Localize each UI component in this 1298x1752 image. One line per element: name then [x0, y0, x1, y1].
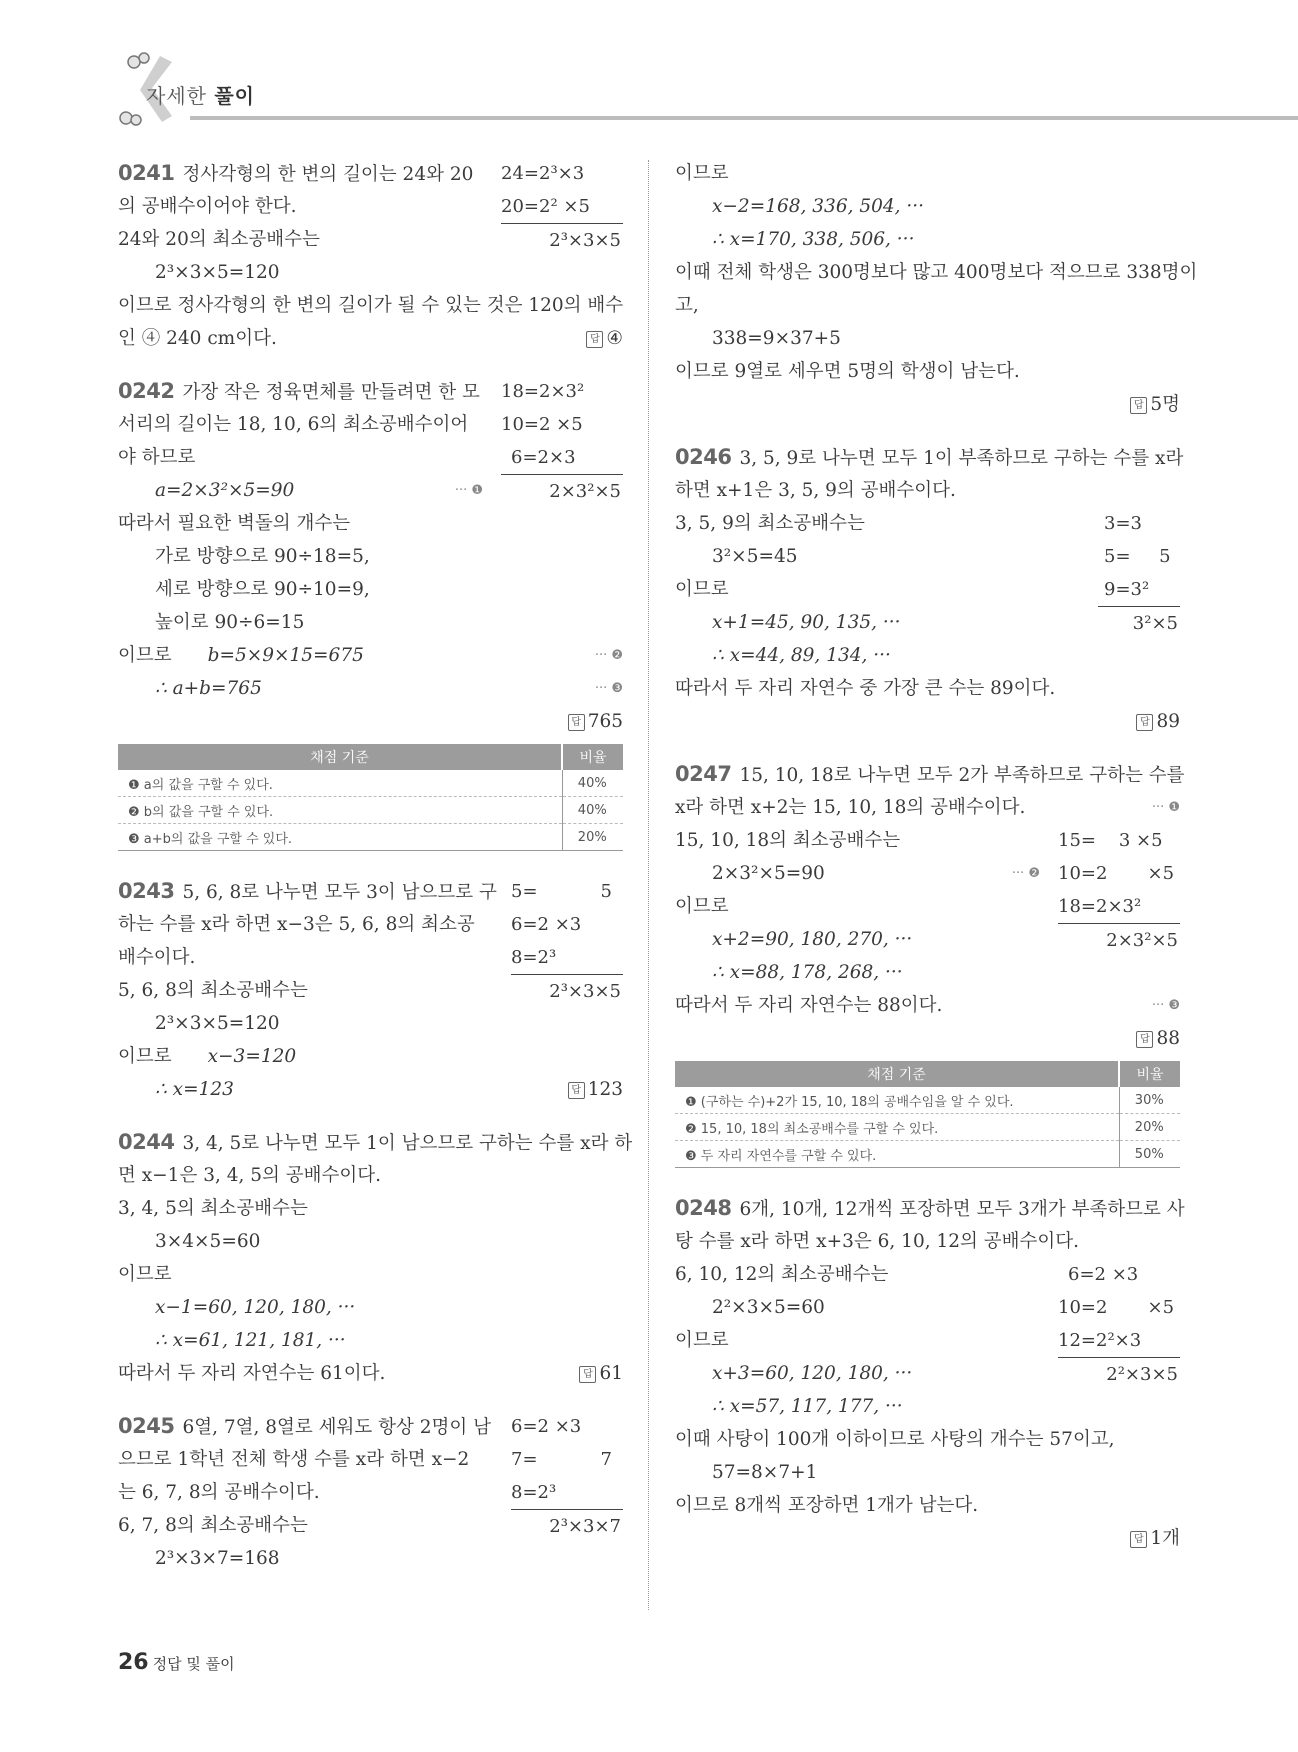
criteria-cell: ❶ a의 값을 구할 수 있다.: [118, 770, 562, 797]
factor-line: 15= 3 ×5: [1058, 830, 1163, 851]
text-line: 이므로 정사각형의 한 변의 길이가 될 수 있는 것은 120의 배수: [118, 295, 624, 316]
header-rule: [190, 116, 1298, 120]
scoring-criteria-table: [675, 1061, 1180, 1168]
ratio-cell: 20%: [562, 824, 623, 851]
problem-number: 0247: [675, 762, 732, 786]
problem-0244: [118, 1126, 633, 1390]
header-title-bold: 풀이: [214, 84, 255, 108]
scoring-criteria-table: [118, 744, 623, 851]
criteria-cell: ❸ a+b의 값을 구할 수 있다.: [118, 824, 562, 851]
answer: [1136, 711, 1180, 732]
text-line: 따라서 두 자리 자연수는 88이다.: [675, 995, 943, 1016]
text-line: 따라서 두 자리 자연수 중 가장 큰 수는 89이다.: [675, 678, 1056, 699]
factor-result: 2³×3×5: [549, 981, 621, 1002]
table-row: [118, 797, 623, 824]
text-line: 6개, 10개, 12개씩 포장하면 모두 3개가 부족하므로 사: [739, 1199, 1185, 1220]
formula-line: ∴ x=170, 338, 506, ···: [712, 229, 915, 250]
criteria-cell: ❸ 두 자리 자연수를 구할 수 있다.: [675, 1141, 1119, 1168]
formula-line: 높이로 90÷6=15: [155, 612, 305, 633]
text-line: 이므로 8개씩 포장하면 1개가 남는다.: [675, 1495, 979, 1516]
text-line: 야 하므로: [118, 447, 196, 468]
step-marker: ··· ❷: [1011, 866, 1040, 881]
criteria-header: 채점 기준: [675, 1061, 1119, 1087]
formula-line: 2³×3×5=120: [155, 262, 280, 283]
answer-label-icon: 답: [1136, 1031, 1153, 1048]
table-row: [675, 1087, 1180, 1114]
factor-line: 12=2²×3: [1058, 1324, 1180, 1358]
text-line: 이므로: [118, 1264, 172, 1285]
answer: [568, 711, 623, 732]
text-line: 고,: [675, 295, 699, 316]
formula-line: ∴ x=88, 178, 268, ···: [712, 962, 903, 983]
criteria-header: 채점 기준: [118, 744, 562, 770]
text-line: 가장 작은 정육면체를 만들려면 한 모: [182, 382, 480, 403]
text-line: 배수이다.: [118, 947, 196, 968]
problem-number: 0241: [118, 161, 175, 185]
text-line: 이므로: [118, 1046, 172, 1067]
text-line: 5, 6, 8의 최소공배수는: [118, 980, 308, 1001]
text-line: 따라서 필요한 벽돌의 개수는: [118, 513, 351, 534]
factor-line: 8=2³: [511, 1476, 623, 1510]
text-line: 5, 6, 8로 나누면 모두 3이 남으므로 구: [182, 882, 497, 903]
factor-line: 5= 5: [1104, 546, 1171, 567]
formula-line: ∴ x=123: [155, 1079, 234, 1100]
formula-line: x−2=168, 336, 504, ···: [712, 196, 925, 217]
factor-line: 6=2×3: [501, 441, 623, 475]
text-line: 따라서 두 자리 자연수는 61이다.: [118, 1363, 386, 1384]
ratio-cell: 20%: [1119, 1114, 1180, 1141]
answer: [1130, 394, 1180, 415]
ratio-cell: 50%: [1119, 1141, 1180, 1168]
text-line: 이므로 9열로 세우면 5명의 학생이 남는다.: [675, 361, 1020, 382]
factor-line: 9=3²: [1098, 573, 1180, 607]
text-line: 3, 5, 9의 최소공배수는: [675, 513, 865, 534]
answer-label-icon: 답: [1130, 397, 1147, 414]
answer-label-icon: 답: [568, 1082, 585, 1099]
problem-0245: [118, 1410, 623, 1575]
problem-number: 0248: [675, 1196, 732, 1220]
factor-line: 10=2 ×5: [501, 414, 583, 435]
text-line: 인 ④ 240 cm이다.: [118, 328, 277, 349]
table-row: [675, 1141, 1180, 1168]
answer-label-icon: 답: [568, 714, 585, 731]
ratio-cell: 40%: [562, 797, 623, 824]
criteria-cell: ❷ b의 값을 구할 수 있다.: [118, 797, 562, 824]
answer: [1130, 1528, 1180, 1549]
answer-label-icon: 답: [579, 1366, 596, 1383]
left-column: [118, 157, 633, 1575]
formula-line: 가로 방향으로 90÷18=5,: [155, 546, 370, 567]
ratio-cell: 40%: [562, 770, 623, 797]
text-line: 하는 수를 x라 하면 x−3은 5, 6, 8의 최소공: [118, 914, 475, 935]
factor-line: 7= 7: [511, 1449, 612, 1470]
factor-line: 6=2 ×3: [1068, 1264, 1139, 1285]
formula-line: x−1=60, 120, 180, ···: [155, 1297, 356, 1318]
text-line: 으므로 1학년 전체 학생 수를 x라 하면 x−2: [118, 1449, 470, 1470]
table-row: [675, 1114, 1180, 1141]
formula-line: x+1=45, 90, 135, ···: [712, 612, 901, 633]
factor-result: 2×3²×5: [549, 481, 621, 502]
factor-line: 18=2×3²: [501, 381, 585, 402]
text-line: 하면 x+1은 3, 5, 9의 공배수이다.: [675, 480, 956, 501]
page-footer: [118, 1650, 235, 1675]
factor-line: 24=2³×3: [501, 163, 585, 184]
page-number: 26: [118, 1650, 149, 1675]
text-line: x라 하면 x+2는 15, 10, 18의 공배수이다.: [675, 797, 1026, 818]
answer-label-icon: 답: [1136, 714, 1153, 731]
formula-line: x+3=60, 120, 180, ···: [712, 1363, 913, 1384]
ratio-header: 비율: [562, 744, 623, 770]
problem-0243: [118, 875, 623, 1106]
text-line: 탕 수를 x라 하면 x+3은 6, 10, 12의 공배수이다.: [675, 1231, 1080, 1252]
step-marker: ··· ❷: [594, 648, 623, 663]
factor-line: 10=2 ×5: [1058, 1297, 1175, 1318]
factor-line: 6=2 ×3: [511, 914, 582, 935]
text-line: 는 6, 7, 8의 공배수이다.: [118, 1482, 320, 1503]
text-line: 6열, 7열, 8열로 세워도 항상 2명이 남: [182, 1417, 492, 1438]
formula-line: 2×3²×5=90: [712, 863, 825, 884]
answer-value: 61: [599, 1363, 623, 1384]
formula-line: ∴ a+b=765: [155, 678, 262, 699]
column-divider: [648, 160, 649, 1610]
answer-value: 5명: [1150, 394, 1180, 415]
answer: [1136, 1028, 1180, 1049]
answer-value: 89: [1156, 711, 1180, 732]
formula-line: ∴ x=44, 89, 134, ···: [712, 645, 891, 666]
problem-0241: [118, 157, 623, 355]
text-line: 15, 10, 18로 나누면 모두 2가 부족하므로 구하는 수를: [739, 765, 1185, 786]
problem-0245-continued: [675, 157, 1198, 421]
problem-0248: [675, 1192, 1185, 1555]
formula-line: a=2×3²×5=90: [155, 480, 295, 501]
text-line: 24와 20의 최소공배수는: [118, 229, 320, 250]
text-line: 이때 전체 학생은 300명보다 많고 400명보다 적으므로 338명이: [675, 262, 1198, 283]
ratio-cell: 30%: [1119, 1087, 1180, 1114]
formula-line: 338=9×37+5: [712, 328, 841, 349]
factor-line: 6=2 ×3: [511, 1416, 582, 1437]
problem-number: 0244: [118, 1130, 175, 1154]
text-line: 정사각형의 한 변의 길이는 24와 20: [182, 164, 474, 185]
factor-line: 18=2×3²: [1058, 890, 1180, 924]
table-row: [118, 824, 623, 851]
table-row: [118, 770, 623, 797]
formula-line: 3²×5=45: [712, 546, 798, 567]
problem-0242: [118, 375, 623, 851]
factor-line: 8=2³: [511, 941, 623, 975]
footer-text: 정답 및 풀이: [152, 1655, 235, 1673]
text-line: 면 x−1은 3, 4, 5의 공배수이다.: [118, 1165, 382, 1186]
step-marker: ··· ❶: [1151, 800, 1180, 815]
formula-line: ∴ x=57, 117, 177, ···: [712, 1396, 903, 1417]
answer-value: 1개: [1150, 1528, 1180, 1549]
factor-line: 10=2 ×5: [1058, 863, 1175, 884]
answer-value: 123: [587, 1079, 623, 1100]
text-line: 3, 5, 9로 나누면 모두 1이 부족하므로 구하는 수를 x라: [739, 448, 1184, 469]
text-line: 6, 7, 8의 최소공배수는: [118, 1515, 308, 1536]
factor-result: 3²×5: [1132, 613, 1178, 634]
formula-line: 2³×3×7=168: [155, 1548, 280, 1569]
text-line: 이때 사탕이 100개 이하이므로 사탕의 개수는 57이고,: [675, 1429, 1115, 1450]
header-title: [146, 80, 255, 109]
formula-line: x−3=120: [207, 1046, 297, 1067]
formula-line: 2³×3×5=120: [155, 1013, 280, 1034]
problem-0246: [675, 441, 1184, 738]
answer-label-icon: 답: [1130, 1531, 1147, 1548]
step-marker: ··· ❸: [594, 681, 623, 696]
answer: [568, 1073, 623, 1106]
text-line: 이므로: [675, 579, 729, 600]
formula-line: ∴ x=61, 121, 181, ···: [155, 1330, 346, 1351]
problem-number: 0243: [118, 879, 175, 903]
step-marker: ··· ❶: [454, 483, 483, 498]
text-line: 서리의 길이는 18, 10, 6의 최소공배수이어: [118, 414, 469, 435]
answer: [579, 1357, 623, 1390]
formula-line: 세로 방향으로 90÷10=9,: [155, 579, 370, 600]
text-line: 6, 10, 12의 최소공배수는: [675, 1264, 889, 1285]
formula-line: 57=8×7+1: [712, 1462, 818, 1483]
text-line: 15, 10, 18의 최소공배수는: [675, 830, 901, 851]
formula-line: b=5×9×15=675: [207, 645, 364, 666]
answer: [586, 322, 623, 355]
text-line: 이므로: [675, 163, 729, 184]
factor-result: 2³×3×5: [549, 230, 621, 251]
ratio-header: 비율: [1119, 1061, 1180, 1087]
answer-label-icon: 답: [586, 331, 603, 348]
factor-line: 5= 5: [511, 881, 612, 902]
text-line: 3, 4, 5의 최소공배수는: [118, 1198, 308, 1219]
criteria-cell: ❷ 15, 10, 18의 최소공배수를 구할 수 있다.: [675, 1114, 1119, 1141]
text-line: 이므로: [118, 645, 172, 666]
right-column: [675, 157, 1198, 1555]
problem-number: 0246: [675, 445, 732, 469]
header-title-light: 자세한: [146, 84, 207, 108]
criteria-cell: ❶ (구하는 수)+2가 15, 10, 18의 공배수임을 알 수 있다.: [675, 1087, 1119, 1114]
step-marker: ··· ❸: [1151, 998, 1180, 1013]
factor-result: 2³×3×7: [549, 1516, 621, 1537]
answer-value: 765: [587, 711, 623, 732]
text-line: 이므로: [675, 896, 729, 917]
formula-line: x+2=90, 180, 270, ···: [712, 929, 913, 950]
factor-result: 2×3²×5: [1106, 930, 1178, 951]
problem-number: 0245: [118, 1414, 175, 1438]
factor-line: 20=2² ×5: [501, 190, 623, 224]
factor-result: 2²×3×5: [1106, 1364, 1178, 1385]
problem-0247: [675, 758, 1185, 1168]
text-line: 3, 4, 5로 나누면 모두 1이 남으므로 구하는 수를 x라 하: [182, 1133, 633, 1154]
problem-number: 0242: [118, 379, 175, 403]
text-line: 이므로: [675, 1330, 729, 1351]
text-line: 의 공배수이어야 한다.: [118, 196, 297, 217]
formula-line: 2²×3×5=60: [712, 1297, 825, 1318]
formula-line: 3×4×5=60: [155, 1231, 261, 1252]
factor-line: 3=3: [1104, 513, 1142, 534]
answer-value: 88: [1156, 1028, 1180, 1049]
answer-value: ④: [606, 328, 623, 349]
